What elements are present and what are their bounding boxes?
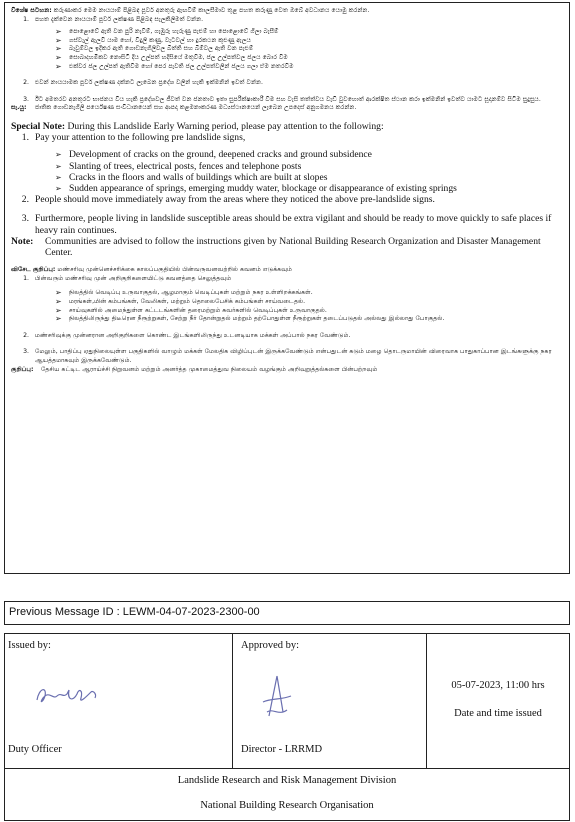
english-foot-text: Communities are advised to follow the instructions given by National Building Research Organization and Disaster Management Center. — [45, 235, 541, 258]
english-foot-label: Note: — [11, 235, 34, 247]
english-item-1: Pay your attention to the following pre landslide signs, — [35, 132, 246, 144]
arrow-bullet-icon: ➢ — [55, 35, 62, 45]
tamil-note-text: மண்சரிவு முன்னெச்சரிக்கை காலப்பகுதியில் பின்வருவனவற்றில் கவனம் எடுக்கவும் — [57, 266, 293, 274]
english-note-text: During this Landslide Early Warning period, please pay attention to the following: — [67, 120, 384, 132]
english-item-3: Furthermore, people living in landslide susceptible areas should be extra vigilant and should be ready to move quickly to safe places if heavy rain continues. — [35, 213, 552, 236]
arrow-bullet-icon: ➢ — [55, 161, 62, 171]
english-bullet: ➢ Sudden appearance of springs, emerging muddy water, blockage or disappearance of existing springs — [55, 182, 457, 194]
arrow-bullet-icon: ➢ — [55, 150, 62, 160]
sinhala-item-1: පහත දැක්වෙන නායයාම් පූර්ව ලක්ෂණ පිළිබඳ සැලකිලිමත් වන්න. — [35, 15, 204, 23]
sinhala-bullet: ➢ සොබාදහමිකව නොසිටි දිය උල්පත් හදිසියේ මතුවීම, ජල උල්පත්වල ජලය බොර වීම — [55, 52, 288, 62]
tamil-section: விசேட குறிப்பு: மண்சரிவு முன்னெச்சரிக்கை காலப்பகுதியில் பின்வருவனவற்றில் கவனம் எடுக்கவும் 1. பின்வரும் மண்சரிவு முன் அறிகுறிகளையிட்டு கவனத்தை செலுத்தவும் ➢ நிலத்தில் வெடிப்பு உருவாகுதல், ஆழமாகும் வெடிப்புகள் மற்றும் நகர உள்ளிறக்கங்கள். ➢ மரங்கள்,மின் கம்பங்கள், வேலிகள், மற்றும் தொலைபேசிக் கம்பங்கள் சாய்வடைதல். ➢ சாய்வுகளில் அமைந்துள்ள கட்டடங்களின் தரைமற்றும் சுவர்களில் வெடிப்புகள் உருவாகுதல். ➢ நிலத்திலிருந்து திடீரென நீரூற்றுகள், சேற்று நீர் தோன்றுதல் மற்றும் தற்போதுள்ள நீரூற்றுகள் தடைப்படுதல் அல்லது இல்லாது போகுதல். 2. மண்சரிவுக்கு முன்னரான அறிகுறிகளை கொண்ட இடங்களிலிருந்து உடனடியாக மக்கள் அப்பால் நகர வேண்டும். 3. மேலும், பாதிப்பு ஏதுநிலையுள்ள பகுதிகளில் வாழும் மக்கள் மேலதிக விழிப்புடன் இருக்கவேண்டும் என்பதுடன் கடும் மழை தொடருமாயின் விரைவாக பாதுகாப்பான இடங்களுக்கு நகர ஆயத்தமாகவும் இருக்கவேண்டும். குறிப்பு: தேசிய கட்டிட ஆராய்ச்சி நிறுவனம் மற்றும் அனர்த்த முகாமைத்துவ நிலையம் வழங்கும் அறிவுறுத்தல்களை பின்பற்றவும் — [11, 266, 563, 374]
sinhala-note-text: කරුණාකර මෙම නායයාම් පිළිබඳ පූර්ව අනතුරු ඇඟවීම් කාලසීමාව තුළ පහත කරුණු වෙත ඔබේ අවධානය යොමු කරන්න. — [53, 7, 370, 14]
tamil-item-3: மேலும், பாதிப்பு ஏதுநிலையுள்ள பகுதிகளில் வாழும் மக்கள் மேலதிக விழிப்புடன் இருக்கவேண்டும் என்பதுடன் கடும் மழை தொடருமாயின் விரைவாக பாதுகாப்பான இடங்களுக்கு நகர ஆயத்தமாகவும் இருக்கவேண்டும். — [35, 348, 552, 364]
previous-message-box — [4, 601, 570, 625]
issued-by-cell — [5, 634, 233, 768]
arrow-bullet-icon: ➢ — [55, 183, 62, 193]
sinhala-bullet: ➢ බෑවුම්වල ඉදිකර ඇති ගොඩනැගිලිවල බිත්ති සහ බිම්වල ඇති වන පැළුම් — [55, 44, 254, 54]
arrow-bullet-icon: ➢ — [55, 288, 62, 298]
sinhala-section: විශේෂ සටහන: කරුණාකර මෙම නායයාම් පිළිබඳ පූර්ව අනතුරු ඇඟවීම් කාලසීමාව තුළ පහත කරුණු වෙත ඔබේ අවධානය යොමු කරන්න. 1. පහත දැක්වෙන නායයාම් පූර්ව ලක්ෂණ පිළිබඳ සැලකිලිමත් වන්න. ➢ පොළොවේ ඇති වන පුරි නැවීම්, ගැඹුරු හැරුණු පැළුම් හා පොළොවේ ගිලා බැසීම් ➢ ගස්වැල් ඇලවී යාම හෝ, විදුලි කණු, වැටවල් හා දුරකථන කුළුණු ඇලය ➢ බෑවුම්වල ඉදිකර ඇති ගොඩනැගිලිවල බිත්ති සහ බිම්වල ඇති වන පැළුම් ➢ සොබාදහමිකව නොසිටි දිය උල්පත් හදිසියේ මතුවීම, ජල උල්පත්වල ජලය බොර වීම ➢ එක්වර ජල උල්පත් ඇතිවීම හෝ පෙර පැවති ජල උල්පත්වලින් ජලය ගලා ඒම නතරවීම 2. එවන් නායයාමක පූර්ව ලක්ෂණ දක්නට ලැබෙන ප්‍රදේශ වලින් හැකි ඉක්මනින් ඉවත් වන්න. 3. ඊට අමතරව අනතුරට භාජනය විය හැකි ප්‍රදේශවල ජීවත් වන ජනතාව ඉතා සුපරීක්ෂාකාරී වීම සහ වැසි තත්ත්වය වැඩි වුවහොත් ආරක්ෂිත ස්ථාන කරා ඉක්මනින් ඉවත්ව යාමට සූදානම්ව සිටීම සුදුසුය. සැ.යු: ජාතික ගොඩනැගිලි පර්යේෂණ සංවිධානයෙන් සහ ආපදා කළමනාකරණ මධ්‍යස්ථානයෙන් ලැබෙන උපදෙස් අනුගමනය කරන්න. — [11, 7, 563, 113]
issue-date-time: 05-07-2023, 11:00 hrs — [451, 680, 545, 691]
sinhala-bullet: ➢ එක්වර ජල උල්පත් ඇතිවීම හෝ පෙර පැවති ජල උල්පත්වලින් ජලය ගලා ඒම නතරවීම — [55, 61, 294, 71]
arrow-bullet-icon: ➢ — [55, 27, 62, 37]
arrow-bullet-icon: ➢ — [55, 296, 62, 306]
warning-notice-box — [4, 2, 570, 574]
english-bullet: ➢ Development of cracks on the ground, deepened cracks and ground subsidence — [55, 149, 372, 161]
tamil-bullet: ➢ மரங்கள்,மின் கம்பங்கள், வேலிகள், மற்றும் தொலைபேசிக் கம்பங்கள் சாய்வடைதல். — [55, 296, 306, 306]
arrow-bullet-icon: ➢ — [55, 305, 62, 315]
arrow-bullet-icon: ➢ — [55, 44, 62, 54]
org-name: National Building Research Organisation — [200, 800, 374, 811]
english-bullet: ➢ Cracks in the floors and walls of buildings which are built at slopes — [55, 171, 328, 183]
arrow-bullet-icon: ➢ — [55, 61, 62, 71]
tamil-foot-text: தேசிய கட்டிட ஆராய்ச்சி நிறுவனம் மற்றும் அனர்த்த முகாமைத்துவ நிலையம் வழங்கும் அறிவுறுத்தல்களை பின்பற்றவும் — [41, 365, 378, 373]
sinhala-foot-label: සැ.යු: — [11, 104, 27, 112]
date-time-label: Date and time issued — [454, 708, 542, 719]
issued-by-label: Issued by: — [8, 640, 51, 651]
sinhala-note-label: විශේෂ සටහන: — [11, 7, 52, 14]
previous-message-id: Previous Message ID : LEWM-04-07-2023-2300-00 — [9, 606, 260, 618]
english-item-2: People should move immediately away from the areas where they noticed the above pre-landslide signs. — [35, 194, 435, 206]
sinhala-bullet: ➢ පොළොවේ ඇති වන පුරි නැවීම්, ගැඹුරු හැරුණු පැළුම් හා පොළොවේ ගිලා බැසීම් — [55, 27, 279, 37]
tamil-item-2: மண்சரிவுக்கு முன்னரான அறிகுறிகளை கொண்ட இடங்களிலிருந்து உடனடியாக மக்கள் அப்பால் நகர வேண்டும். — [35, 331, 351, 339]
duty-officer-signature — [33, 680, 103, 710]
approved-by-cell — [233, 634, 427, 768]
director-label: Director - LRRMD — [241, 744, 323, 755]
tamil-foot-label: குறிப்பு: — [11, 365, 34, 373]
tamil-item-1: பின்வரும் மண்சரிவு முன் அறிகுறிகளையிட்டு கவனத்தை செலுத்தவும் — [35, 274, 232, 282]
director-signature — [257, 672, 297, 722]
tamil-note-label: விசேட குறிப்பு: — [11, 266, 56, 274]
english-bullet: ➢ Slanting of trees, electrical posts, fences and telephone posts — [55, 160, 302, 172]
date-time-cell — [427, 634, 569, 768]
arrow-bullet-icon: ➢ — [55, 52, 62, 62]
sinhala-bullet: ➢ ගස්වැල් ඇලවී යාම හෝ, විදුලි කණු, වැටවල් හා දුරකථන කුළුණු ඇලය — [55, 35, 251, 45]
approved-by-label: Approved by: — [241, 640, 300, 651]
tamil-bullet: ➢ சாய்வுகளில் அமைந்துள்ள கட்டடங்களின் தரைமற்றும் சுவர்களில் வெடிப்புகள் உருவாகுதல். — [55, 305, 327, 315]
duty-officer-label: Duty Officer — [8, 744, 62, 755]
signature-table — [4, 633, 570, 769]
english-section: Special Note: During this Landslide Early Warning period, please pay attention to the following: 1. Pay your attention to the following pre landslide signs, ➢ Development of cracks on the ground, deepened cracks and ground subsidence ➢ Slanting of trees, electrical posts, fences and telephone posts ➢ Cracks in the floors and walls of buildings which are built at slopes ➢ Sudden appearance of springs, emerging muddy water, blockage or disappearance of existing springs 2. People should move immediately away from the areas where they noticed the above pre-landslide signs. 3. Furthermore, people living in landslide susceptible areas should be extra vigilant and should be ready to move quickly to safe places if heavy rain continues. Note: Communities are advised to follow the instructions given by National Building Research Organization and Disaster Management Center. — [11, 121, 563, 258]
arrow-bullet-icon: ➢ — [55, 172, 62, 182]
sinhala-item-2: එවන් නායයාමක පූර්ව ලක්ෂණ දක්නට ලැබෙන ප්‍රදේශ වලින් හැකි ඉක්මනින් ඉවත් වන්න. — [35, 79, 263, 87]
english-note-label: Special Note: — [11, 120, 66, 132]
sinhala-item-3: ඊට අමතරව අනතුරට භාජනය විය හැකි ප්‍රදේශවල ජීවත් වන ජනතාව ඉතා සුපරීක්ෂාකාරී වීම සහ වැසි තත්ත්වය වැඩි වුවහොත් ආරක්ෂිත ස්ථාන කරා ඉක්මනින් ඉවත්ව යාමට සූදානම්ව සිටීම සුදුසුය. — [35, 95, 541, 103]
org-division: Landslide Research and Risk Management Division — [177, 775, 397, 786]
organization-footer — [4, 769, 570, 821]
tamil-bullet: ➢ நிலத்திலிருந்து திடீரென நீரூற்றுகள், சேற்று நீர் தோன்றுதல் மற்றும் தற்போதுள்ள நீரூற்றுகள் தடைப்படுதல் அல்லது இல்லாது போகுதல். — [55, 314, 445, 324]
arrow-bullet-icon: ➢ — [55, 314, 62, 324]
sinhala-foot-text: ජාතික ගොඩනැගිලි පර්යේෂණ සංවිධානයෙන් සහ ආපදා කළමනාකරණ මධ්‍යස්ථානයෙන් ලැබෙන උපදෙස් අනුගමනය කරන්න. — [35, 104, 357, 112]
tamil-bullet: ➢ நிலத்தில் வெடிப்பு உருவாகுதல், ஆழமாகும் வெடிப்புகள் மற்றும் நகர உள்ளிறக்கங்கள். — [55, 288, 313, 298]
